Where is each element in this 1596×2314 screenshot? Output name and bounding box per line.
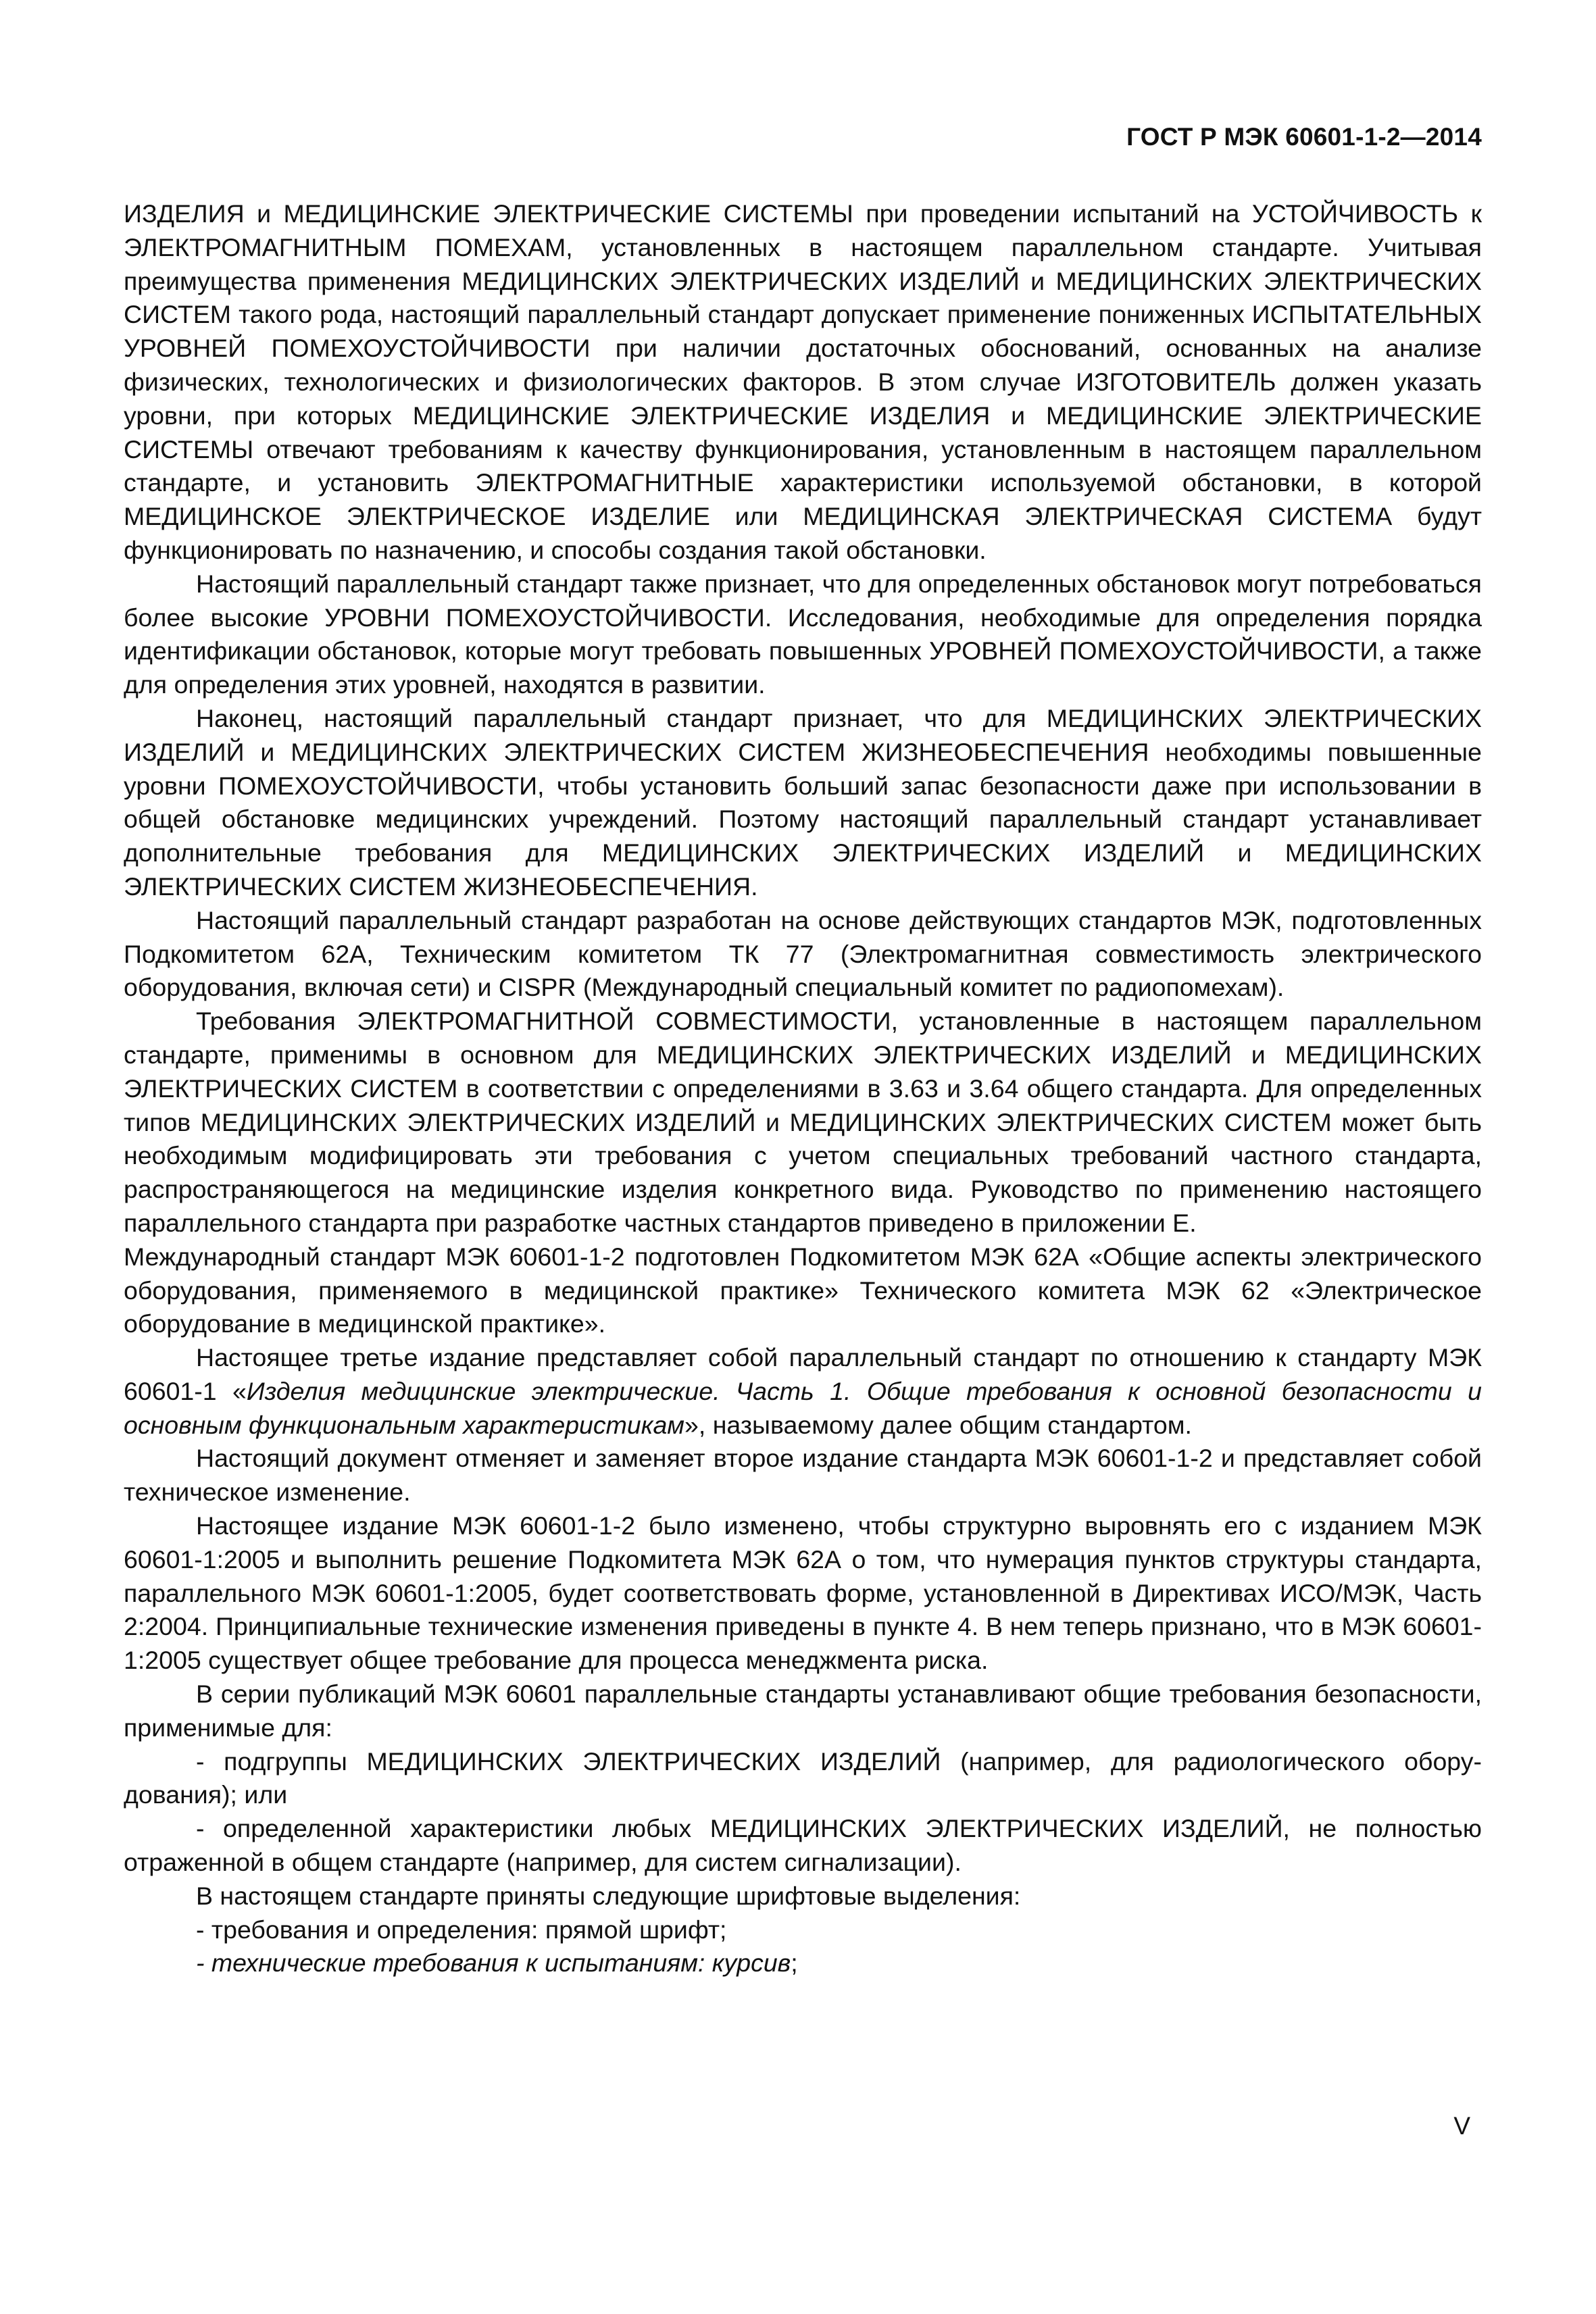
- list-item-4-end: ;: [791, 1948, 798, 1978]
- paragraph-9: Настоящее издание МЭК 60601-1-2 было изменено, чтобы структурно выровнять его с изданием МЭК 60601-1:2005 и выполнить решение Подкомитета МЭК 62А о том, что нумерация пунктов структуры стандарта, параллельного МЭК 60601-1:2005, будет соответствовать форме, установленной в Директивах ИСО/МЭК, Часть 2:2004. Принципиальные технические изменения приведены в пункте 4. В нем теперь признано, что в МЭК 60601-1:2005 существует общее требование для процесса менеджмента риска.: [124, 1511, 1482, 1675]
- paragraph-2: Настоящий параллельный стандарт также признает, что для определенных обстановок могут потребоваться более высокие УРОВНИ ПОМЕХОУСТОЙЧИВОСТИ. Исследования, необходимые для определения порядка идентификации обстановок, которые могут требовать повышенных УРОВНЕЙ ПОМЕХОУСТОЙЧИВОСТИ, а также для определения этих уровней, находятся в развитии.: [124, 569, 1482, 699]
- paragraph-7-start: Настоящее третье издание представляет собой параллельный стандарт по отношению к стандарту МЭК 60601-1 «: [124, 1343, 1482, 1405]
- page-header-standard-code: ГОСТ Р МЭК 60601-1-2—2014: [1126, 123, 1482, 151]
- page-number: V: [1453, 2112, 1470, 2140]
- paragraph-4: Настоящий параллельный стандарт разработан на основе действующих стандартов МЭК, подготовленных Подкомитетом 62А, Техническим комитетом ТК 77 (Электромагнитная совместимость электрического оборудования, включая сети) и CISPR (Международный специальный комитет по радиопомехам).: [124, 905, 1482, 1002]
- paragraph-5: Требования ЭЛЕКТРОМАГНИТНОЙ СОВМЕСТИМОСТИ, установленные в настоящем параллельном стандарте, применимы в основном для МЕДИЦИНСКИХ ЭЛЕКТРИЧЕСКИХ ИЗДЕЛИЙ и МЕДИЦИНСКИХ ЭЛЕКТРИЧЕСКИХ СИСТЕМ в соответствии с определениями в 3.63 и 3.64 общего стандарта. Для определенных типов МЕДИЦИНСКИХ ЭЛЕКТРИЧЕСКИХ ИЗДЕЛИЙ и МЕДИЦИНСКИХ ЭЛЕКТРИЧЕСКИХ СИСТЕМ может быть необходимым модифицировать эти требования с учетом специальных требований частного стандарта, распространяющегося на медицинские изделия конкретного вида. Руководство по применению настоящего параллельного стандарта при разработке частных стандартов приведено в приложении Е.: [124, 1007, 1482, 1237]
- list-item-4-italic: - технические требования к испытаниям: курсив: [196, 1948, 791, 1978]
- paragraph-6: Международный стандарт МЭК 60601-1-2 подготовлен Подкомитетом МЭК 62А «Общие аспекты электрического оборудования, применяемого в медицинской практике» Технического комитета МЭК 62 «Электрическое оборудование в медицинской практике».: [124, 1242, 1482, 1338]
- list-item-2: - определенной характеристики любых МЕДИЦИНСКИХ ЭЛЕКТРИЧЕСКИХ ИЗДЕЛИЙ, не полностью отраженной в общем стандарте (например, для систем сигнализации).: [124, 1814, 1482, 1877]
- paragraph-11: В настоящем стандарте приняты следующие шрифтовые выделения:: [196, 1881, 1021, 1910]
- paragraph-10: В серии публикаций МЭК 60601 параллельные стандарты устанавливают общие требования безопасности, применимые для:: [124, 1680, 1482, 1742]
- body-text: [124, 197, 1482, 1980]
- paragraph-7-italic-title: Изделия медицинские электрические. Часть 1. Общие требования к основной безопасности и основным функциональным характеристикам: [124, 1376, 1482, 1439]
- paragraph-7: [124, 1341, 1482, 1442]
- list-item-3: - требования и определения: прямой шрифт;: [196, 1915, 727, 1944]
- list-item-4: [124, 1946, 1482, 1980]
- list-item-1: - подгруппы МЕДИЦИНСКИХ ЭЛЕКТРИЧЕСКИХ ИЗДЕЛИЙ (например, для радиологического оборудования); или: [124, 1746, 1482, 1809]
- paragraph-3: Наконец, настоящий параллельный стандарт признает, что для МЕДИЦИНСКИХ ЭЛЕКТРИЧЕСКИХ ИЗДЕЛИЙ и МЕДИЦИНСКИХ ЭЛЕКТРИЧЕСКИХ СИСТЕМ ЖИЗНЕОБЕСПЕЧЕНИЯ необходимы повышенные уровни ПОМЕХОУСТОЙЧИВОСТИ, чтобы установить больший запас безопасности даже при использовании в общей обстановке медицинских учреждений. Поэтому настоящий параллельный стандарт устанавливает дополнительные требования для МЕДИЦИНСКИХ ЭЛЕКТРИЧЕСКИХ ИЗДЕЛИЙ и МЕДИЦИНСКИХ ЭЛЕКТРИЧЕСКИХ СИСТЕМ ЖИЗНЕОБЕСПЕЧЕНИЯ.: [124, 703, 1482, 901]
- paragraph-1: ИЗДЕЛИЯ и МЕДИЦИНСКИЕ ЭЛЕКТРИЧЕСКИЕ СИСТЕМЫ при проведении испытаний на УСТОЙЧИВОСТЬ к ЭЛЕКТРОМАГНИТНЫМ ПОМЕХАМ, установленных в настоящем параллельном стандарте. Учитывая преимущества применения МЕДИЦИНСКИХ ЭЛЕКТРИЧЕСКИХ ИЗДЕЛИЙ и МЕДИЦИНСКИХ ЭЛЕКТРИЧЕСКИХ СИСТЕМ такого рода, настоящий параллельный стандарт допускает применение пониженных ИСПЫТАТЕЛЬНЫХ УРОВНЕЙ ПОМЕХОУСТОЙЧИВОСТИ при наличии достаточных обоснований, основанных на анализе физических, технологических и физиологических факторов. В этом случае ИЗГОТОВИТЕЛЬ должен указать уровни, при которых МЕДИЦИНСКИЕ ЭЛЕКТРИЧЕСКИЕ ИЗДЕЛИЯ и МЕДИЦИНСКИЕ ЭЛЕКТРИЧЕСКИЕ СИСТЕМЫ отвечают требованиям к качеству функционирования, установленным в настоящем параллельном стандарте, и установить ЭЛЕКТРОМАГНИТНЫЕ характеристики используемой обстановки, в которой МЕДИЦИНСКОЕ ЭЛЕКТРИЧЕСКОЕ ИЗДЕЛИЕ или МЕДИЦИНСКАЯ ЭЛЕКТРИЧЕСКАЯ СИСТЕМА будут функционировать по назначению, и способы создания такой обстановки.: [124, 199, 1482, 564]
- paragraph-8: Настоящий документ отменяет и заменяет второе издание стандарта МЭК 60601-1-2 и представляет собой техническое изменение.: [124, 1444, 1482, 1507]
- paragraph-7-end: », называемому далее общим стандартом.: [684, 1410, 1192, 1439]
